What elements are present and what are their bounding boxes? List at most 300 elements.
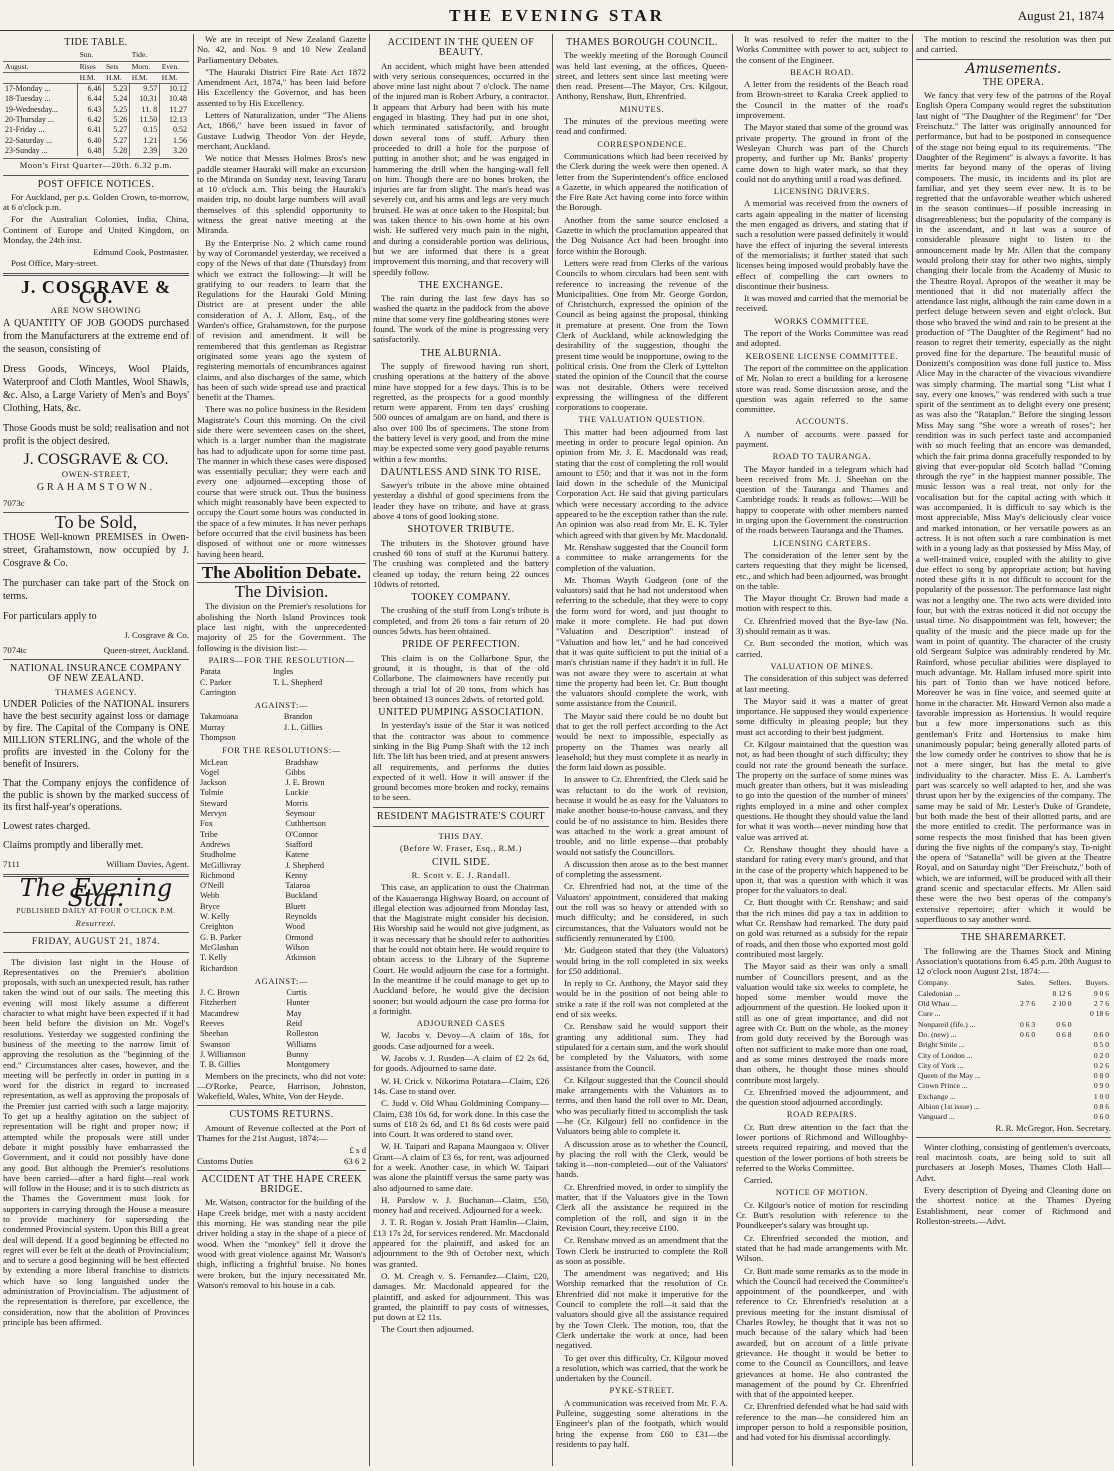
council-text: Mr. Renshaw suggested that the Council form a committee to make arrangements for the completion of the valuation.	[556, 541, 728, 573]
council-sub: ACCOUNTS.	[795, 416, 849, 427]
tide-row	[3, 84, 189, 95]
alburnia-text: The supply of firewood having run short, crushing operations at the battery of the above mine have stopped for a few days. This is to be regretted, as the prospects for a good monthly return were apparent. From ten days' crushing 500 ounces of amalgam are on hand, and there is also over 100 lbs of specimens. The stone from the battery level is very good, and from the mine may be expected some very good payable returns within a few months.	[373, 360, 549, 464]
council-text: The Mayor handed in a telegram which had been received from Mr. J. Sheehan on the question of the Tauranga and Thames and Cambridge roads. It reads as follows:—Will be happy to cooperate with other members named in urging upon the Government the construction of the roads between Tauranga and the Thames.	[736, 463, 908, 536]
moon-phase: Moon's First Quarter—20th. 6.32 p.m.	[3, 158, 189, 170]
division-title: The Division.	[234, 582, 329, 602]
division-row	[197, 953, 366, 963]
division-row-cell: G. B. Parker	[200, 932, 242, 942]
share-row-cell	[1007, 989, 1037, 999]
division-row-cell: Creighton	[200, 922, 234, 932]
division-row	[197, 871, 366, 881]
division-row-cell: Tolmie	[200, 788, 224, 798]
share-row-cell: 0 6 0	[1093, 1029, 1109, 1039]
share-row-cell	[1037, 1081, 1073, 1091]
rm-text: W. H. Taipari and Rapana Maungaoa v. Oliver Grant—A claim of £3 6s, for rent, was adjourned for a week. Another case, in which W. Taipari was alone the plaintiff versus the same party was also adjourned to same date.	[373, 1141, 549, 1193]
share-row-cell	[1007, 1071, 1037, 1081]
tide-row-cell: 1.56	[160, 136, 189, 146]
division-row	[197, 964, 366, 974]
share-row-cell: Nonpareil (fife.) ...	[918, 1019, 976, 1029]
council-text: A letter from the residents of the Beach road from Brown-street to Karaka Creek applied to the Council in the matter of the road's improvement.	[736, 79, 908, 121]
share-row-cell: 0 6 3	[1019, 1019, 1036, 1029]
tide-row-cell: 21-Friday ...	[5, 125, 45, 135]
beauty-text: An accident, which might have been attended with very serious consequences, occurred in the above mine last night about 7 o'clock. The name of the injured man is Robert Arbury, a contractor. It appears that Arbury had been with his mate engaged in blasting. They had put in one shot, which terminated satisfactorily, and brought down several tons of stuff. Arbury then proceeded to drill a hole for the purpose of putting in another shot; and he was engaged in hammering the drill when the hanging-wall fell on him. Though there are no bones broken, the injuries are far from slight. The man's head was severely cut, and his arms and legs are very much bruised. He was at once taken to the Hospital; but was taken thence to his own home at his own wish. He suffered very much pain in the night, and during a considerable portion was delirious, but we are informed that there is a great improvement this morning, and that recovery will speedily follow.	[373, 60, 549, 277]
masthead-title: THE EVENING STAR	[449, 6, 665, 25]
insurance-text: That the Company enjoys the confidence of the public is shown by the marked success of its first half-year's operations.	[3, 777, 189, 813]
share-row	[916, 1040, 1111, 1050]
division-row	[197, 891, 366, 901]
tide-title: TIDE TABLE.	[64, 37, 128, 48]
council-text: The consideration of this subject was deferred at last meeting.	[736, 673, 908, 694]
cosgrave-name-2: J. COSGRAVE & CO.	[23, 450, 169, 468]
share-row-cell: City of York ...	[918, 1060, 964, 1070]
share-row	[916, 1071, 1111, 1081]
council-text: A communication was received from Mr. F. A. Pulleine, suggesting some alterations in the Engineer's plan of the footpath, which would bring the expense from £60 to £31—the residents to pay half.	[556, 1397, 728, 1449]
post-notice: For the Australian Colonies, India, China, Continent of Europe and United Kingdom, on Monday, the 24th inst.	[3, 214, 189, 246]
division-row-cell: Brandon	[283, 712, 313, 722]
rm-text: O. M. Creagh v. S. Fernandez—Claim, £20, damages. Mr. Macdonald appeared for the plaintiff, and asked for adjournment. This was granted, the plaintiff to pay costs of witnesses, put down at £2 11s.	[373, 1270, 549, 1323]
division-row-cell: Vogel	[200, 767, 220, 777]
tide-row	[3, 115, 189, 125]
column-2	[197, 34, 366, 1466]
council-text: Cr. Ehrenfried had not, at the time of the Valuators' appointment, considered that making out the roll was so heavy or attended with so much difficulty; and he considered, in such circumstances, that the Valuators would not be sufficiently remunerated by £100.	[556, 881, 728, 943]
division-row-cell: Bluett	[285, 901, 306, 911]
tide-row-cell: 11.50	[130, 115, 160, 125]
tide-row-cell: 20-Thursday ...	[5, 115, 54, 125]
share-row-cell	[1037, 1040, 1073, 1050]
division-row-cell: Hunter	[286, 998, 310, 1008]
share-row-cell: 0 6 0	[1093, 1112, 1109, 1122]
tide-row	[3, 105, 189, 115]
insurance-text: UNDER Policies of the NATIONAL insurers have the best security against loss or damage by fire. The Capital of the Company is ONE MILLION STERLING, and the whole of the profits are invested in the Colony for the benefit of Insurers.	[3, 698, 189, 770]
tide-group-tide: Tide.	[130, 50, 189, 61]
opera-title: THE OPERA.	[982, 76, 1045, 88]
council-text: To get over this difficulty, Cr. Kilgour moved a resolution, which was carried, that the work be undertaken by the Council.	[556, 1352, 728, 1384]
division-row	[197, 933, 366, 943]
ad-code: 7111	[3, 858, 20, 869]
division-row	[197, 733, 366, 743]
division-row-cell: Swanson	[200, 1039, 230, 1049]
hape-text: Mr. Watson, contractor for the building of the Hape Creek bridge, met with a nasty accident this morning. He was standing near the pile driver holding a stay in the shape of a piece of wood. When the "monkey" fell it drove the wood with great violence against Mr. Watson's thigh, inflicting a frightful bruise. No bones were broken, but the injury necessitated Mr. Watson's removal to his house in a cab.	[197, 1197, 366, 1290]
share-row	[916, 1009, 1111, 1019]
division-row-cell: C. Parker	[200, 677, 232, 687]
rm-text: The Court then adjourned.	[381, 1324, 474, 1335]
share-row-cell	[1007, 1040, 1037, 1050]
division-row	[197, 723, 366, 733]
cosgrave-name: J. COSGRAVE & CO.	[20, 276, 172, 308]
cosgrave-text: Dress Goods, Winceys, Wool Plaids, Waterproof and Cloth Mantles, Wool Shawls, &c. Also, a Large Variety of Men's and Boys' Clothing, Hats, &c.	[3, 363, 189, 414]
paper-motto: Resurrexi.	[75, 917, 117, 928]
division-row-cell: Sheehan	[200, 1029, 229, 1039]
council-sub: NOTICE OF MOTION.	[775, 1187, 869, 1198]
sharemarket-table	[916, 978, 1111, 1122]
share-row-cell: Queen of the May ...	[918, 1071, 981, 1081]
share-row-cell	[1007, 1102, 1037, 1112]
rm-civil: CIVIL SIDE.	[432, 856, 490, 868]
council-sub: WORKS COMMITTEE.	[774, 315, 870, 326]
council-sub: ROAD REPAIRS.	[786, 1109, 858, 1120]
tide-header: Morn.	[130, 61, 160, 72]
division-row-cell: Luckie	[285, 788, 309, 798]
division-row	[197, 819, 366, 829]
tide-row-cell: 5.26	[104, 115, 130, 125]
council-text: Cr. Butt thought with Cr. Renshaw; and said that the rich mines did pay a tax in addition to what Cr. Renshaw had remarked. The duty paid on gold was returned as a subsidy for the repair of roads, and then those who exported most gold contributed most largely.	[736, 897, 908, 959]
share-row-cell: 2 10 0	[1052, 999, 1072, 1009]
tookey-title: TOOKEY COMPANY.	[411, 592, 511, 604]
council-text: Mr. Gudgeon stated that they (the Valuators) would bring in the roll completed in six weeks for £50 additional.	[556, 945, 728, 976]
council-text: The weekly meeting of the Borough Council was held last evening, at the offices, Queen-street, and letters sent since last meeting were then read. Present—The Mayor, Crs. Kilgour, Anthony, Renshaw, Butt, Ehrenfried.	[556, 50, 728, 102]
sold-text: For particulars apply to	[3, 611, 97, 623]
tide-row-cell: 5.27	[104, 125, 130, 135]
share-header: Sales.	[1017, 978, 1036, 988]
division-row-cell: Thompson	[200, 733, 236, 742]
insurance-text: Lowest rates charged.	[3, 820, 91, 832]
tide-row-cell: 6.42	[78, 115, 104, 125]
editorial-text: "The Hauraki District Fire Rate Act 1872 Amendment Act, 1874," has been laid before His Excellency the Governor, and has been assented to by His Excellency.	[197, 66, 366, 108]
division-row-cell: J. Shepherd	[285, 860, 325, 870]
tookey-text: The crushing of the stuff from Long's tribute is completed, and from 26 tons a fair return of 20 ounces 5dwts. has been obtained.	[373, 605, 549, 637]
division-row-cell: Williams	[286, 1039, 317, 1049]
council-text: Carried.	[744, 1175, 773, 1186]
division-row-cell: W. Kelly	[200, 912, 230, 922]
council-text: Cr. Ehrenfried moved, in order to simplify the matter, that if the Valuators give in the Town Clerk all the assistance he required in the completion of the roll, and sign it in the Revision Court, they receive £100.	[556, 1181, 728, 1233]
rm-text: H. Parslow v. J. Buchanan—Claim, £50, money had and received. Adjourned for a week.	[373, 1194, 549, 1216]
share-row-cell: 0 6 0	[1056, 1019, 1072, 1029]
division-row-cell: Stafford	[285, 839, 313, 849]
pumping-title: UNITED PUMPING ASSOCIATION.	[378, 707, 544, 719]
council-text: This matter had been adjourned from last meeting in order to procure legal opinion. An opinion from Mr. J. E. Macdonald was read, stating that the cost of completing the roll would amount to £50; and that it was not in the form laid down in the schedule of the Municipal Corporation Act. He said that giving particulars which were necessary according to the advice appeared to be the exception rather than the rule. An opinion was also read from Mr. E. K. Tyler which agreed with that given by Mr. Macdonald.	[556, 426, 728, 540]
share-row-cell	[1037, 1051, 1073, 1061]
division-row-cell: Taiaroa	[285, 881, 311, 891]
opera-text: We fancy that very few of the patrons of the Royal English Opera Company would regret the substitution last night of "The Daughter of the Regiment" for "Der Freischutz." The latter was originally announced for performance, but had to be postponed in consequence of the stage not being equal to its requirements. "The Daughter of the Regiment" is always a favorite. It has merits far beyond many of the operas of living composers. The music, its incidents and its plot are familiar, and yet they seem ever new. It is to be regretted that the unfavorable weather which ushered in the season continues—if possible increasing in disagreeableness; but the popularity of the company is in the ascendant, and it last was a source of considerable pleasure night to listen to the announcement made by Mr. Allen that the company would prolong their stay for other two nights, simply changing their locale from the Academy of Music to the Theatre Royal. Apropos of the weather it may be mentioned that it did not materially affect the attendance last night, although the rain came down in a perfect deluge between seven and eight o'clock. But those who braved the wind and rain to be present at the production of "The Daughter of the Regiment" had no reason to regret their temerity, especially as the night proved fine for the departure. The beautiful music of Donizetti's composition was done full justice to. Miss Alice May in the character of the vivacious vivandiere was simply charming. The martial song "List what I say, every one knows," was rendered with such a true spirit of the sentiment as to delight every one present; as was also the "Rataplan." Before the singing lesson Miss May sang "She wore a wreath of roses"; her rendition was in such perfect taste and accompanied with so much feeling that an encore was demanded, which the fair prima donna gracefully responded to by giving that ever-popular old Scotch ballad "Coming through the rye" in the happiest manner possible. The music lesson was a real treat, not only for the vocalisation but for the capital acting with which it was accompanied. It is difficult to say which is the most appreciable, Miss May's deliciously clear voice and marked intonation, or her versatile powers as an actress. It is not often such a rare combination is met with in a young lady as that possessed by Miss May, of a well-trained voice, coupled with the ability to give due effect to song by appropriate action; but having noted these gifts it is not difficult to account for the popularity of the possessor. The performance last night was not a lengthy one. The two acts were divided into four, but with the extras noticed it did not occupy the usual time. No disappointment was felt, however; the quality of the music and the piece made up for the want in point of quantity. The character of the crusty old Sergeant Sulpice was admirably rendered by Mr. Rainford, whose peculiar abilities were displayed to much advantage. Mr. Hallam infused more spirit into his part of Tonio than we have noticed before. Moreover he was in fine voice, and seemed quite at home in the character. Mr. Howard Vernon also made a favorable impression as Hortensius. It would require but a few more impersonations such as this gentleman's Fritz and Hortensius to make him unanimously popular; being generally alloted parts of the low comedy order he contrives to show that he is not a mere singer, but has the metal to give individuality to the character. Miss E. A. Lambert's part was scarcely so well adapted to her, and she was thrust upon her by the exigencies of the company. The same may be said of Mr. Lester's Duke of Grandete, but both made the best of their allotted parts, and are the more entitled to credit. The performance was in some respects the most finished that has been given during the five nights of the company's stay. To-night the opera of "Satanella" will be given at the Theatre Royal, and on Saturday night "Der Freischutz," both of which, we are informed, will be produced with all their grand scenic and spectacular effects. Mr Allen said these were the two best operas of the company's extensive repertoire; after which it would be superfluous to say another word.	[916, 90, 1111, 924]
share-row-cell: Do. (new) ...	[918, 1029, 957, 1039]
insurance-agent: William Davies, Agent.	[106, 858, 189, 869]
column-5	[736, 34, 908, 1466]
tide-header: Rises	[78, 61, 104, 72]
amusements-title: Amusements.	[965, 60, 1062, 77]
council-text: Cr. Ehrenfried moved that the Bye-law (No. 3) should remain as it was.	[736, 615, 908, 637]
share-row-cell: 0 6 0	[1019, 1029, 1036, 1039]
tide-table	[3, 50, 189, 156]
division-row-cell: Tribe	[200, 829, 218, 839]
division-row-cell: Bradshaw	[285, 757, 319, 767]
division-row-cell: Wilson	[285, 942, 309, 952]
division-row-cell: Buckland	[285, 891, 318, 901]
council-text: The minutes of the previous meeting were read and confirmed.	[556, 116, 728, 137]
sold-footer	[3, 645, 189, 655]
division-note: Members on the precincts, who did not vote:—O'Rorke, Pearce, Harrison, Johnston, Wakefield, Wales, White, Von der Heyde.	[197, 1070, 366, 1102]
council-sub: VALUATION OF MINES.	[770, 660, 874, 671]
division-row	[197, 667, 366, 677]
council-sub: PYKE-STREET.	[609, 1385, 675, 1396]
customs-row	[197, 1156, 366, 1166]
rm-day: THIS DAY.	[438, 831, 484, 842]
council-text: Cr. Kilgour's notice of motion for rescinding Cr. Butt's resolution with reference to the Poundkeeper's salary was brought up.	[736, 1199, 908, 1231]
division-row	[197, 943, 366, 953]
pairs-against-list	[197, 712, 366, 743]
division-row-cell: Richmond	[200, 870, 235, 880]
tide-rows	[3, 84, 189, 157]
insurance-footer	[3, 859, 189, 869]
division-row-cell: O'Connor	[285, 829, 318, 839]
tide-row-cell: 6.48	[78, 146, 104, 156]
tide-row-cell: 10.31	[130, 94, 160, 104]
customs-lsd: £ s d	[349, 1145, 366, 1156]
share-row	[916, 1020, 1111, 1030]
division-row-cell: Murray	[200, 722, 225, 732]
share-row	[916, 1051, 1111, 1061]
share-row-cell	[1007, 1092, 1037, 1102]
insurance-ad	[3, 699, 189, 852]
post-notice: For Auckland, per p.s. Golden Crown, to-morrow, at 6 o'clock p.m.	[3, 191, 189, 213]
sold-text: THOSE Well-known PREMISES in Owen-street, Grahamstown, now occupied by J. Cosgrave & Co.	[3, 532, 189, 570]
council-text: The Mayor said it was a matter of great importance. He supposed they would experience some difficulty in pleasing people; but they must act according to their best judgment.	[736, 695, 908, 737]
tide-unit: H.M.	[160, 72, 189, 83]
share-row	[916, 1081, 1111, 1091]
customs-value: 63 6 2	[344, 1155, 366, 1166]
division-row-cell: Ormond	[285, 932, 313, 942]
council-text: Cr. Butt seconded the motion, which was carried.	[736, 638, 908, 659]
rm-text: W. H. Crick v. Nikorima Potatara—Claim, £26 14s. Case to stand over.	[373, 1075, 549, 1096]
pride-text: This claim is on the Collarbone Spur, the ground, it is thought, is that of the old Collarbone. The claimowners have recently put through a trial lot of 20 tons, from which has been obtained 13 ounces 2dwts. of retorted gold.	[373, 652, 549, 704]
column-rule	[912, 34, 913, 1466]
division-row-cell: J. C. Brown	[200, 988, 240, 998]
share-row-cell: Caledonian ...	[918, 988, 961, 998]
share-row-cell	[1007, 1112, 1037, 1122]
editorial-text: By the Enterprise No. 2 which came round by way of Coromandel yesterday, we received a copy of the News of that date (Thursday) from which we extract the following:—It will be gratifying to our readers to learn that the Regulations for the Hauraki Gold Mining District are at present under the able consideration of A. J. Allom, Esq., of the Warden's office, Grahamstown, for the purpose of revision and amendment. It will be remembered that this gentleman as Registrar originated some years ago the system of registering memorials of encumbrances against claims, and also discharges of the same, which has been of such wide spread use and practical benefit at the Thames.	[197, 237, 366, 403]
share-row	[916, 999, 1111, 1009]
division-row-cell: Parata	[200, 667, 221, 677]
division-row-cell: Reid	[286, 1019, 303, 1029]
sold-address: Queen-street, Auckland.	[103, 644, 189, 655]
division-row	[197, 1060, 366, 1070]
column-rule	[732, 34, 733, 1466]
column-1	[3, 34, 189, 1466]
editorial-text: We notice that Messrs Holmes Bros's new paddle steamer Hauraki will make an excursion to the Miranda on Sunday next, leaving Tararu at 10 o'clock a.m. This being the Hauraki's maiden trip, no doubt large numbers will avail themselves of this splendid opportunity to witness the great native meeting at the Miranda.	[197, 153, 366, 236]
division-row-cell: Bryce	[200, 901, 220, 911]
share-row-cell: Bright Smile ...	[918, 1040, 965, 1050]
division-row	[197, 912, 366, 922]
share-row-cell: 0 2 6	[1093, 1060, 1109, 1070]
abolition-title: The Abolition Debate.	[201, 562, 362, 582]
customs-label: Customs Duties	[197, 1155, 253, 1166]
tide-row-cell: 5.28	[104, 146, 130, 156]
rm-text: J. T. R. Rogan v. Josiah Pratt Hamlin—Claim, £13 17s 2d, for services rendered. Mr. Macdonald appeared for the plaintiff, and asked for an adjournment to the 9th of October next, which was granted.	[373, 1217, 549, 1269]
share-row-cell	[1007, 1009, 1037, 1019]
division-row	[197, 1050, 366, 1060]
division-row-cell: Macandrew	[200, 1008, 240, 1018]
column-rule	[552, 34, 553, 1466]
share-row	[916, 1092, 1111, 1102]
rm-text: C. Judd v. Old Whau Goldmining Company—Claim, £38 10s 6d, for work done. In this case the sums of £18 2s 6d, and £1 8s 6d costs were paid into Court. It was ordered to stand over.	[373, 1098, 549, 1140]
division-row-cell: Mervyn	[200, 809, 227, 819]
division-row-cell: Carrington	[200, 687, 236, 697]
division-row	[197, 712, 366, 722]
division-row	[197, 788, 366, 798]
council-text: A discussion then arose as to the best manner of completing the assessment.	[556, 858, 728, 880]
council-text: In answer to Cr. Ehrenfried, the Clerk said he was reluctant to do the work of revision, because it would be as easy for the Valuators to make another house-to-house canvass, and they could be of no assistance to him. Besides there was attached to the work a great amount of trouble, and no little expense—that probably would not satisfy the Councillors.	[556, 774, 728, 857]
division-row-cell: May	[286, 1008, 302, 1018]
share-row-cell	[1037, 1112, 1073, 1122]
division-row-cell: McGillivray	[200, 860, 242, 870]
council-text: The Mayor said there could be no doubt but that to get the roll perfect according to the Act would be next to impossible, especially as property on the Thames was nearly all leasehold; but they must complete it as nearly in the form laid down as possible.	[556, 710, 728, 773]
cosgrave-text: A QUANTITY OF JOB GOODS purchased from the Manufacturers at the extreme end of the season, consisting of	[3, 317, 189, 355]
share-header: Company.	[918, 978, 949, 988]
tide-row-cell: 6.41	[78, 125, 104, 135]
division-row-cell: J. Williamson	[200, 1049, 246, 1059]
tide-row-cell: 3.20	[160, 146, 189, 156]
dyeing-text: Every description of Dyeing and Cleaning done on the shortest notice at the Thames Dyeing Establishment, near corner of Richmond and Rolleston-streets.—Advt.	[916, 1185, 1111, 1226]
pumping-text: In yesterday's issue of the Star it was noticed that the contractor was about to commence sinking in the Big Pump Shaft with the 12 inch lift. The lift has been tried, and at present answers all requirements, and performs the duties expected of it well. How it will answer if the ground becomes more broken and rocky, remains to be seen.	[373, 720, 549, 803]
editorial-text: There was no police business in the Resident Magistrate's Court this morning. On the civil side there were seventeen cases on the sheet, which is a larger number than the magistrate has had to adjudicate upon for some time past. The manner in which these cases were disposed was essentially peculiar; they were each and every one adjourned—excepting those of course that were struck out. Thus the business which might reasonably have been expected to occupy the Court some hours was conducted in the space of a few minutes. It has never perhaps before occurred that the civil business has been disposed of without one or more witnesses having been heard.	[197, 404, 366, 559]
division-row-cell: Atkinson	[285, 953, 316, 963]
ad-code: 7074tc	[3, 644, 27, 655]
editorial-text: Letters of Naturalization, under "The Aliens Act, 1866," have been issued in favor of Gustave Ludwig Theodor Von der Heyde, merchant, Auckland.	[197, 110, 366, 151]
tide-row-cell: 6.46	[78, 84, 104, 95]
share-row-cell	[1037, 1092, 1073, 1102]
division-intro: The division on the Premier's resolutions for abolishing the North Island Provinces took place last night, with the unprecedented majority of 25 for the Government. The following is the division list:—	[197, 601, 366, 653]
tide-row-cell: 5.27	[104, 136, 130, 146]
share-row-cell: Crown Prince ...	[918, 1081, 968, 1091]
sharemarket-intro: The following are the Thames Stock and Mining Association's quotations from 6.45 p.m. 20th August to 12 o'clock noon August 21st, 1874:—	[916, 945, 1111, 977]
council-text: The report of the Works Committee was read and adopted.	[736, 328, 908, 349]
sharemarket-signature: R. R. McGregor, Hon. Secretary.	[995, 1122, 1111, 1133]
division-row-cell	[282, 964, 366, 974]
tide-row-cell: 12.13	[160, 115, 189, 125]
pairs-for-list	[197, 667, 366, 698]
council-text: The consideration of the letter sent by the carters requesting that they might be licensed, etc., and which had been adjourned, was brought on the table.	[736, 549, 908, 591]
division-row	[197, 988, 366, 998]
sold-agent: J. Cosgrave & Co.	[124, 630, 189, 641]
ad-code: 7073c	[3, 497, 25, 508]
beauty-title: ACCIDENT IN THE QUEEN OF BEAUTY.	[387, 37, 535, 59]
division-row-cell: Studholme	[200, 850, 236, 860]
division-row	[197, 678, 366, 688]
division-row	[197, 1029, 366, 1039]
council-sub: KEROSENE LICENSE COMMITTEE.	[745, 350, 899, 361]
division-row-cell: Richardson	[200, 963, 238, 973]
council-text: In reply to Cr. Anthony, the Mayor said they would be in the position of not being able to strike a rate if the roll was not completed at the end of six weeks.	[556, 978, 728, 1020]
division-row-cell: McGlashan	[200, 942, 239, 952]
council-sub: THE VALUATION QUESTION.	[578, 414, 706, 425]
council-text: Cr. Ehrenfried moved the adjournment, and the question stood adjourned accordingly.	[736, 1086, 908, 1108]
column-6	[916, 34, 1111, 1466]
division-row	[197, 809, 366, 819]
council-sub: ROAD TO TAURANGA.	[772, 451, 872, 462]
division-row	[197, 1019, 366, 1029]
share-row-cell: 2 7 6	[1019, 999, 1036, 1009]
council-text: The amendment was negatived; and His Worship remarked that the resolution of Cr. Ehrenfried did not make it imperative for the Council to complete the roll—it said that the valuators should give all the assistance required by the Town Clerk. The motion, too, that the Clerk undertake the work at once, had been negatived.	[556, 1268, 728, 1351]
tide-row-cell: 23-Sunday ...	[5, 145, 48, 155]
council-text: A memorial was received from the owners of carts again appealing in the matter of licensing the men engaged as drivers, and stating that if such a resolution were passed definitely it would have the effect of injuring the several interests of the memorialists; it further stated that such licenses being imposed would probably have the effect of compelling the cart owners to discontinue their business.	[736, 198, 908, 291]
share-row-cell	[1037, 1061, 1073, 1071]
dyeing-text: Winter clothing, consisting of gentlemen's overcoats, real macintosh coats, are being sold to suit all purchasers at Joseph Moses, Thames Cloth Hall—Advt.	[916, 1141, 1111, 1183]
division-row-cell: Morris	[285, 798, 308, 808]
council-text: Cr. Ehrenfried seconded the motion, and stated that he had made arrangements with Mr. Wilson.	[736, 1232, 908, 1264]
tide-row-cell: 18-Tuesday ...	[5, 94, 51, 104]
column-4	[556, 34, 728, 1466]
division-row-cell: Kenny	[285, 870, 308, 880]
cosgrave-ad	[3, 317, 189, 448]
pairs-against-head: AGAINST:—	[254, 700, 309, 711]
share-row-cell	[1037, 1102, 1073, 1112]
share-row-cell: Albion (1st issue) ...	[918, 1101, 980, 1111]
shotover-text: The tributers in the Shotover ground have crushed 60 tons of stuff at the Kurunui battery. The crushing was completed and the battery cleaned up today, the return being 22 ounces 10dwts of retorted.	[373, 537, 549, 589]
division-row	[197, 830, 366, 840]
sold-text: The purchaser can take part of the Stock on terms.	[3, 578, 189, 603]
council-text: The Mayor thought Cr. Brown had made a motion with respect to this.	[736, 593, 908, 614]
tide-row-cell: 11. 8	[130, 105, 160, 115]
customs-text: Amount of Revenue collected at the Port of Thames for the 21st August, 1874:—	[197, 1122, 366, 1143]
share-row-cell	[1007, 1051, 1037, 1061]
council-text: The report of the committee on the application of Mr. Nolan to erect a building for a kerosene store was read. Some discussion arose, and the question was again referred to the same committee.	[736, 362, 908, 415]
division-row-cell: Webb	[200, 891, 220, 901]
share-row-cell: 1 0 0	[1093, 1091, 1109, 1101]
cosgrave-text: Those Goods must be sold; realisation and not profit is the object desired.	[3, 422, 189, 447]
division-row	[197, 688, 366, 698]
masthead	[0, 0, 1114, 31]
share-row-cell: Vanguard ...	[918, 1112, 955, 1122]
council-text: Mr. Thomas Wayth Gudgeon (one of the valuators) said that he had not understood when referring to the schedule, that they were to copy the form word for word, and just thought to make it more complete. He had put down "Valuation and Description" instead of "Valuation and how let," and he had conceived that it was quite sufficient to put the initial of a man's christian name if they hadn't it in full. He was not aware they were to ascertain at what time the property had been let. Cr. Butt thought the valuators should complete the work, with some assistance from the Council.	[556, 574, 728, 709]
hape-title: ACCIDENT AT THE HAPE CREEK BRIDGE.	[201, 1173, 362, 1196]
shotover-title: SHOTOVER TRIBUTE.	[407, 524, 515, 536]
share-row	[916, 1112, 1111, 1122]
division-row-cell: Ingles	[273, 667, 294, 677]
division-row-cell: J. E. Brown	[285, 778, 325, 788]
insurance-text: Claims promptly and liberally met.	[3, 839, 144, 851]
council-text: Cr. Kilgour suggested that the Council should make arrangements with the Valuators as to terms, and then hand the roll over to Mr. Dean, who was peculiarly fitted to accomplish the task—he (Cr. Kilgour) fell no confidence in the Valuators being able to complete it.	[556, 1074, 728, 1137]
division-row-cell: Jackson	[200, 778, 227, 788]
division-row	[197, 850, 366, 860]
ayes-list	[197, 758, 366, 974]
tide-row	[3, 94, 189, 104]
share-row-cell: City of London ...	[918, 1050, 973, 1060]
sold-ad	[3, 531, 189, 623]
rm-title: RESIDENT MAGISTRATE'S COURT	[377, 810, 545, 822]
council-title: THAMES BOROUGH COUNCIL.	[566, 37, 718, 48]
council-text: Cr. Renshaw said he would support their granting any additional sum. They had stipulated for a certain sum, and the work should be completed by the Valuators, with some assistance from the Council.	[556, 1021, 728, 1073]
council-text: Cr. Renshaw moved as an amendment that the Town Clerk be instructed to complete the Roll as soon as possible.	[556, 1235, 728, 1266]
share-row-cell: 0 5 0	[1093, 1040, 1109, 1050]
share-row-cell	[1073, 1020, 1111, 1030]
noes-head: AGAINST:—	[254, 975, 309, 986]
division-row-cell: Wood	[285, 922, 305, 932]
tide-row-cell: 6.40	[78, 136, 104, 146]
share-row-cell: 0 2 0	[1093, 1050, 1109, 1060]
tide-unit: H.M.	[78, 72, 104, 83]
tide-row-cell: 10.48	[160, 94, 189, 104]
tide-unit: H.M.	[104, 72, 130, 83]
council-sub: LICENSING DRIVERS.	[773, 186, 871, 197]
division-row-cell: Reynolds	[285, 912, 317, 922]
alburnia-title: THE ALBURNIA.	[420, 347, 502, 359]
division-row-cell	[270, 688, 366, 698]
share-row-cell: 2 7 6	[1093, 999, 1109, 1009]
council-sub: CORRESPONDENCE.	[597, 138, 687, 149]
share-row-cell	[1037, 1009, 1073, 1019]
share-row-cell: 0 9 0	[1093, 1081, 1109, 1091]
tide-row-cell: 17-Monday ...	[5, 84, 51, 94]
rm-text: W. Jacobs v. Devoy—A claim of 18s, for goods. Case adjourned for a week.	[373, 1030, 549, 1051]
cosgrave-town: GRAHAMSTOWN.	[36, 482, 156, 494]
cosgrave-showing: ARE NOW SHOWING	[50, 304, 142, 315]
exchange-title: THE EXCHANGE.	[418, 279, 504, 291]
council-text: The motion to rescind the resolution was then put and carried.	[916, 34, 1111, 55]
paper-dateline: FRIDAY, AUGUST 21, 1874.	[31, 937, 161, 948]
council-text: Another from the same source enclosed a Gazette in which the proclamation appeared that the Dog Nuisance Act had been brought into force within the Borough.	[556, 214, 728, 256]
tide-row-cell: 2.39	[130, 146, 160, 156]
division-row	[197, 902, 366, 912]
editorial-text: The division last night in the House of Representatives on the Premier's abolition proposals, with such an unexpected result, has rather taken the wind out of our sails. The meeting this evening will most likely assume a different character to what might have been expected if it had been held before the division on Mr. Vogel's resolutions. Yesterday we suggested confining the business of the meeting to the narrow limit of approving the resolution as the "beginning of the end." Circumstances alter cases, however, and the meeting will be perfectly in order in putting in a word for the district in regard to increased representation, as well as approving the proposals of the Premier just carried with such a large majority. To get up a healthy agitation on the subject of representation will be right and proper now; if attempted while the proposals were still under debate it might possibly have embarrassed the Government, and it could not possibly have done any good. But although the Premier's resolutions have been carried—after a hard fight—real work will follow in the House; and it is to such districts as the Thames the Government must look for supporters in carrying through the House a measure to provide machinery for superseding the condemned Provincial system. Upon this Bill a great deal will depend. If a good beginning be effected no regret will ever be felt at the death of Provincialism; and to secure a good beginning will be best effected by extending a more liberal franchise to districts which have so long languished under the administration of Provincialism. The adjustment of the representation is therefore, par excellence, the consideration, now that the abolition of Provinces principle has been affirmed.	[3, 956, 189, 1327]
